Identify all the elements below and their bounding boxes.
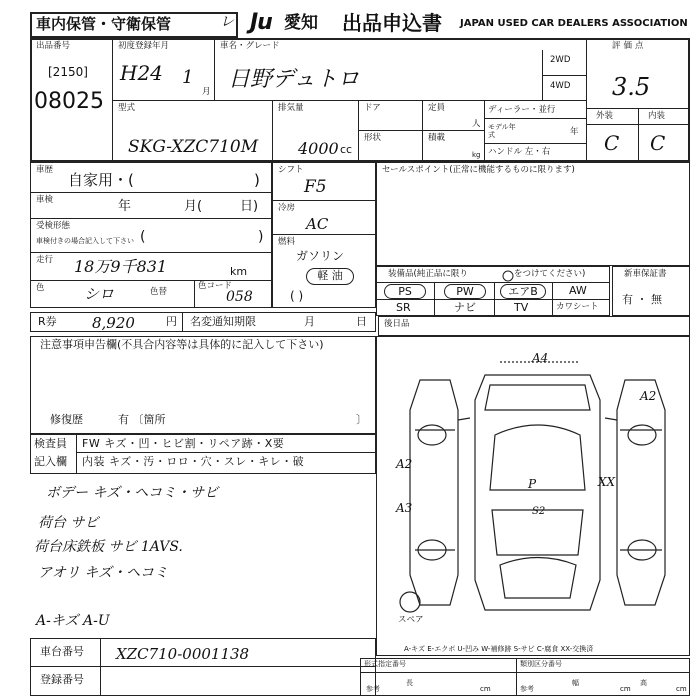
- fuel-value: ガソリン: [296, 249, 345, 263]
- name-value: 日野デュトロ: [228, 67, 360, 92]
- repair-label: 修復歴: [50, 413, 83, 426]
- load-label: 積載: [428, 133, 446, 143]
- equip-leather: カワシート: [556, 302, 599, 312]
- equipment-label: 装備品(純正品に限り: [388, 269, 468, 279]
- drive-2wd: 2WD: [550, 55, 571, 65]
- reg-year: H24: [120, 61, 163, 85]
- int-line: 内装 キズ・汚・ロロ・穴・スレ・キレ・破: [82, 455, 305, 468]
- ref-long: 長: [406, 679, 413, 687]
- history-value: 自家用・(: [68, 171, 134, 189]
- mark-a3: A3: [396, 501, 413, 515]
- warranty-label: 新車保証書: [624, 269, 667, 279]
- equip-pw: PW: [444, 284, 486, 299]
- shape-label: 形状: [364, 133, 382, 143]
- ju-logo: Ju: [250, 10, 272, 35]
- mileage-label: 走行: [36, 255, 54, 265]
- spare-label: スペア: [398, 615, 424, 625]
- ac-value: AC: [306, 215, 329, 233]
- ref-width: 幅: [572, 679, 579, 687]
- mark-s2: S2: [532, 506, 546, 517]
- ref-height: 高: [640, 679, 647, 687]
- equip-navi: ナビ: [454, 301, 476, 314]
- fuel-selected: 軽 油: [306, 268, 354, 285]
- equip-sr: SR: [396, 301, 411, 314]
- color-value: シロ: [84, 285, 115, 303]
- rear-label: 後日品: [384, 319, 410, 329]
- lot-sub: [2150]: [48, 65, 88, 79]
- exterior-label: 外装: [596, 111, 614, 121]
- receipt-close: ): [258, 229, 264, 245]
- exterior-value: C: [604, 131, 620, 155]
- handwritten-bottom: A-キズ A-U: [36, 613, 110, 629]
- mark-p: P: [528, 477, 537, 491]
- storage-label: 車内保管・守衛保管: [36, 15, 172, 33]
- displacement-value: 4000: [298, 139, 339, 158]
- association-name: JAPAN USED CAR DEALERS ASSOCIATION: [460, 18, 688, 29]
- ref-cm-3: cm: [676, 685, 687, 693]
- sales-point-label: セールスポイント(正常に機能するものに限ります): [382, 165, 575, 175]
- logo-name: 愛知: [284, 13, 318, 33]
- handwritten-note-1: ボデー キズ・ヘコミ・サビ: [46, 485, 219, 501]
- model-spec-label: 形式指定番号: [364, 660, 406, 668]
- receipt-note: 車検付きの場合記入して下さい: [36, 237, 134, 245]
- notes-title: 注意事項申告欄(不具合内容等は具体的に記入して下さい): [40, 338, 324, 351]
- history-close: ): [254, 171, 260, 189]
- mark-a2-top: A2: [640, 389, 657, 403]
- grade-label: 評価点: [612, 41, 647, 51]
- lot-label: 出品番号: [36, 41, 71, 51]
- mileage-value: 18万9千831: [74, 257, 168, 276]
- handwritten-note-4: アオリ キズ・ヘコミ: [38, 565, 169, 581]
- ac-label: 冷房: [278, 203, 296, 213]
- warranty-options: 有 ・ 無: [622, 293, 662, 306]
- reg-label: 初度登録年月: [118, 41, 170, 51]
- inspection-year: 年: [118, 199, 132, 214]
- form-title: 出品申込書: [342, 11, 442, 35]
- entry-label: 記入欄: [34, 455, 67, 468]
- inspection-label: 車検: [36, 195, 54, 205]
- recycle-unit: 円: [166, 315, 177, 328]
- shift-label: シフト: [278, 165, 304, 175]
- shift-value: F5: [304, 177, 327, 197]
- mileage-unit: km: [230, 265, 248, 278]
- mark-a2-left: A2: [396, 457, 413, 471]
- history-label: 車歴: [36, 165, 54, 175]
- tax-day: 日: [356, 315, 367, 328]
- interior-value: C: [650, 131, 666, 155]
- ref-cm-1: cm: [480, 685, 491, 693]
- ref-label-1: 参考: [366, 685, 380, 693]
- equip-airbag: エアB: [500, 284, 546, 299]
- displacement-unit: cc: [340, 143, 353, 156]
- lot-number: 08025: [34, 89, 104, 114]
- color-code-label: 色コード: [198, 281, 233, 291]
- registration-label: 登録番号: [40, 673, 84, 686]
- equip-tv: TV: [514, 301, 529, 314]
- diagram-legend: A-キズ E-エクボ U-凹み W-補修跡 S-サビ C-腐食 XX-交換済: [404, 645, 594, 653]
- capacity-label: 定員: [428, 103, 446, 113]
- dealer-label: ディーラー・並行: [488, 105, 556, 115]
- interior-label: 内装: [648, 111, 666, 121]
- rear-box: [378, 316, 690, 336]
- chassis-label: 車台番号: [40, 645, 84, 658]
- grade-value: 3.5: [612, 73, 651, 101]
- drive-4wd: 4WD: [550, 81, 571, 91]
- ref-cm-2: cm: [620, 685, 631, 693]
- color-change-label: 色替: [150, 287, 168, 297]
- tax-label: 名変通知期限: [190, 315, 256, 328]
- circle-mark-icon: [502, 270, 514, 282]
- inspector-label: 検査員: [34, 437, 67, 450]
- category-label: 類別区分番号: [520, 660, 562, 668]
- tax-month: 月: [304, 315, 315, 328]
- reg-month: 1: [182, 67, 194, 88]
- mark-a4: A4: [532, 351, 549, 365]
- equipment-note: をつけてください): [514, 269, 586, 279]
- equip-ps: PS: [384, 284, 426, 299]
- door-label: ドア: [364, 103, 381, 113]
- handwritten-note-2: 荷台 サビ: [38, 515, 99, 531]
- reg-month-unit: 月: [202, 87, 211, 97]
- model-label: 型式: [118, 103, 136, 113]
- ref-label-2: 参考: [520, 685, 534, 693]
- mark-xx: XX: [598, 475, 616, 489]
- handle-label: ハンドル 左・右: [488, 147, 551, 157]
- name-label: 車名・グレード: [220, 41, 280, 51]
- receipt-label: 受検形態: [36, 221, 71, 231]
- fuel-paren: ( ): [290, 289, 304, 303]
- inspection-month: 月(: [184, 199, 203, 214]
- inspection-day: 日): [240, 199, 259, 214]
- model-value: SKG-XZC710M: [128, 137, 259, 157]
- model-year-label: モデル年式: [488, 123, 516, 139]
- handwritten-note-3: 荷台床鉄板 サビ 1AVS.: [34, 539, 183, 555]
- receipt-open: (: [140, 229, 146, 245]
- model-year-unit: 年: [570, 127, 579, 137]
- fw-line: FW キズ・凹・ヒビ割・リペア跡・X要: [82, 437, 285, 450]
- color-code-value: 058: [226, 289, 253, 305]
- displacement-label: 排気量: [278, 103, 304, 113]
- sales-point-box: [376, 162, 690, 266]
- equip-aw: AW: [569, 284, 587, 297]
- load-unit: kg: [472, 151, 481, 159]
- fuel-label: 燃料: [278, 237, 296, 247]
- color-label: 色: [36, 283, 45, 293]
- chassis-value: XZC710-0001138: [116, 645, 250, 663]
- storage-check: レ: [220, 14, 234, 30]
- recycle-label: R券: [38, 315, 57, 328]
- capacity-unit: 人: [472, 119, 481, 129]
- recycle-value: 8,920: [92, 314, 135, 332]
- repair-close: 〕: [356, 413, 367, 426]
- repair-value: 有 〔箇所: [118, 413, 166, 426]
